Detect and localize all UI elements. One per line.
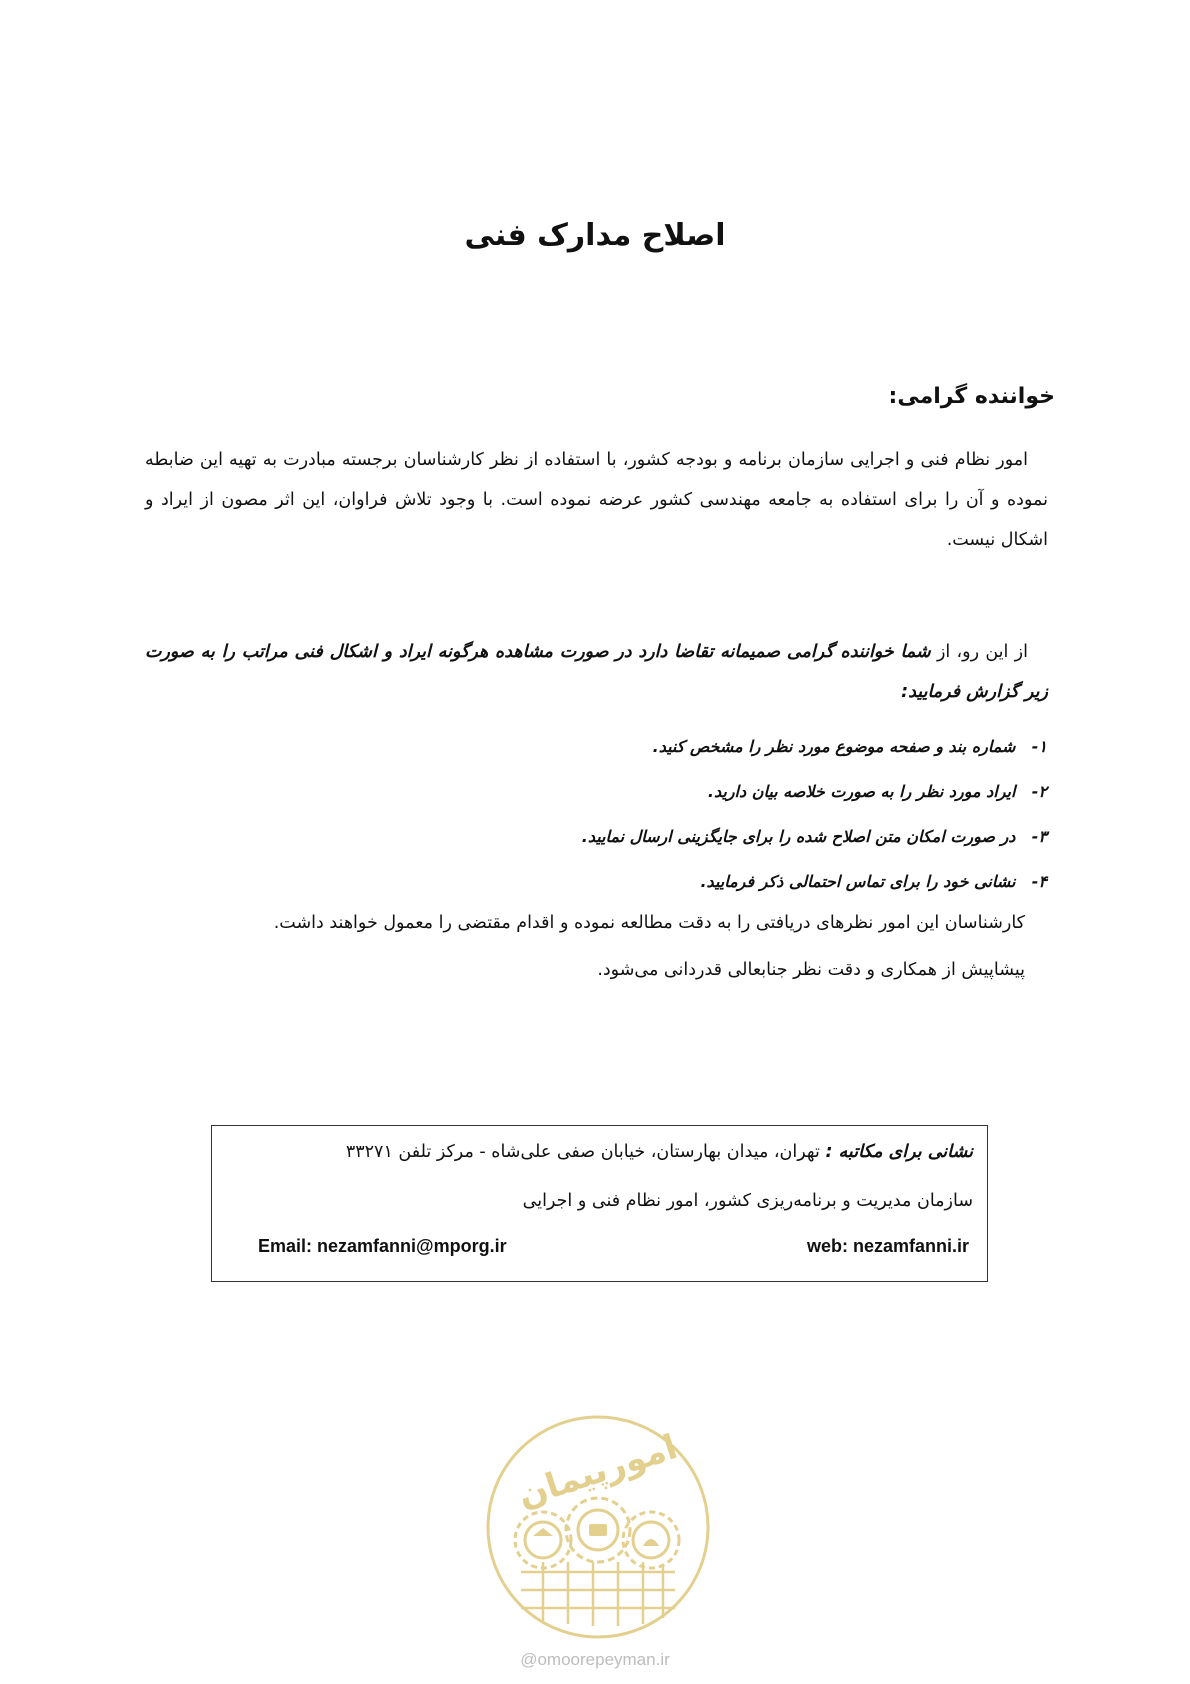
instruction-number: ۱- <box>1031 737 1047 756</box>
instruction-item <box>144 724 1047 769</box>
email-link[interactable]: Email: nezamfanni@mporg.ir <box>258 1236 507 1256</box>
instruction-text: در صورت امکان متن اصلاح شده را برای جایگزینی ارسال نمایید. <box>581 827 1016 846</box>
address-street: تهران، میدان بهارستان، خیابان صفی علی‌شاه - مرکز تلفن ۳۳۲۷۱ <box>345 1142 820 1162</box>
instruction-item <box>144 769 1047 814</box>
request-prefix: از این رو، از <box>936 642 1028 662</box>
instruction-number: ۴- <box>1031 872 1047 891</box>
seal-logo-icon <box>483 1412 713 1642</box>
instruction-item <box>144 859 1047 904</box>
request-paragraph <box>145 632 1048 712</box>
organization-line: سازمان مدیریت و برنامه‌ریزی کشور، امور نظام فنی و اجرایی <box>522 1191 973 1211</box>
greeting-heading: خواننده گرامی: <box>888 384 1055 409</box>
instruction-list <box>144 724 1047 904</box>
seal-text: امورپیمان <box>513 1427 683 1517</box>
instruction-number: ۲- <box>1031 782 1047 801</box>
request-emphasis: شما خواننده گرامی صمیمانه تقاضا دارد در صورت مشاهده هرگونه ایراد و اشکال فنی مراتب را به صورت زیر گزارش فرمایید: <box>145 642 1048 702</box>
address-box <box>211 1125 988 1282</box>
instruction-item <box>144 814 1047 859</box>
instruction-number: ۳- <box>1031 827 1047 846</box>
website-link[interactable]: web: nezamfanni.ir <box>806 1236 969 1256</box>
closing-line: پیشاپیش از همکاری و دقت نظر جنابعالی قدردانی می‌شود. <box>597 960 1025 980</box>
closing-paragraph <box>142 900 1045 994</box>
instruction-text: نشانی خود را برای تماس احتمالی ذکر فرمایید. <box>700 872 1016 891</box>
address-label: نشانی برای مکاتبه : <box>825 1142 973 1162</box>
closing-line: کارشناسان این امور نظرهای دریافتی را به دقت مطالعه نموده و اقدام مقتضی را معمول خواهند داشت. <box>273 913 1025 933</box>
address-line <box>346 1142 973 1162</box>
page-title: اصلاح مدارک فنی <box>464 218 726 253</box>
instruction-text: ایراد مورد نظر را به صورت خلاصه بیان دارید. <box>707 782 1016 801</box>
watermark: @omoorepeyman.ir <box>520 1650 670 1669</box>
instruction-text: شماره بند و صفحه موضوع مورد نظر را مشخص کنید. <box>652 737 1016 756</box>
intro-paragraph <box>145 440 1048 560</box>
intro-text: امور نظام فنی و اجرایی سازمان برنامه و بودجه کشور، با استفاده از نظر کارشناسان برجسته مبادرت به تهیه این ضابطه نموده و آن را برای استفاده به جامعه مهندسی کشور عرضه نموده است. با وجود تلاش فراوان، این اثر مصون از ایراد و اشکال نیست. <box>145 450 1048 550</box>
